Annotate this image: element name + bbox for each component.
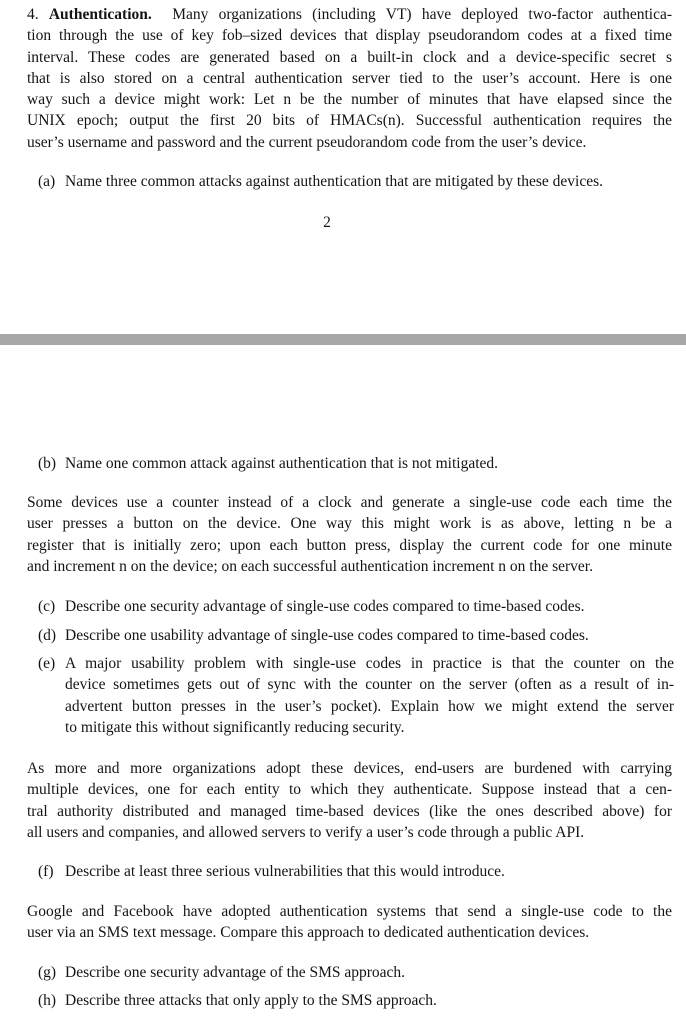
part-e-line: device sometimes gets out of sync with the counter on the server (often as a result of in-: [65, 676, 674, 694]
part-c-text: Describe one security advantage of single-use codes compared to time-based codes.: [65, 598, 585, 615]
paragraph-line: user presses a button on the device. One way this might work is as above, letting n be a: [27, 515, 672, 533]
page-fragment-bottom: [0, 345, 686, 1024]
part-e-line: A major usability problem with single-use codes in practice is that the counter on the: [65, 655, 674, 672]
paragraph-line: Some devices use a counter instead of a clock and generate a single-use code each time the: [27, 494, 672, 511]
question-4-intro: [27, 4, 672, 153]
part-g: [38, 962, 674, 983]
paragraph-central-authority: [27, 758, 672, 843]
intro-line: [27, 4, 672, 25]
part-h-text: Describe three attacks that only apply to the SMS approach.: [65, 992, 437, 1009]
paragraph-line: user via an SMS text message. Compare this approach to dedicated authentication devices.: [27, 924, 590, 942]
intro-line: user’s username and password and the current pseudorandom code from the user’s device.: [27, 133, 587, 151]
question-title: Authentication.: [48, 6, 152, 23]
part-e-line: to mitigate this without significantly reducing security.: [65, 718, 405, 736]
part-label: (c): [38, 598, 56, 615]
paragraph-line: Google and Facebook have adopted authentication systems that send a single-use code to the: [27, 903, 672, 920]
intro-line: interval. These codes are generated based on a built-in clock and a device-specific secret s: [27, 48, 672, 66]
part-label: (b): [38, 455, 57, 472]
part-d: [38, 625, 674, 646]
part-label: (g): [38, 964, 57, 981]
part-a: [38, 171, 674, 192]
intro-line: UNIX epoch; output the first 20 bits of HMACs(n). Successful authentication requires the: [27, 112, 672, 130]
part-f-text: Describe at least three serious vulnerabilities that this would introduce.: [65, 863, 505, 880]
paragraph-line: multiple devices, one for each entity to which they authenticate. Suppose instead that a cen-: [27, 781, 672, 799]
part-f: [38, 861, 674, 882]
intro-line-text: Many organizations (including VT) have deployed two-factor authentica-: [172, 6, 672, 23]
paragraph-line: tral authority distributed and managed time-based devices (like the ones described above) for: [27, 802, 672, 820]
part-label: (e): [38, 655, 56, 672]
part-g-text: Describe one security advantage of the SMS approach.: [65, 964, 406, 981]
part-a-text: Name three common attacks against authentication that are mitigated by these devices.: [65, 173, 603, 190]
page-number: 2: [323, 214, 331, 231]
paragraph-line: and increment n on the device; on each successful authentication increment n on the server.: [27, 557, 593, 575]
paragraph-line: all users and companies, and allowed servers to verify a user’s code through a public API.: [27, 823, 585, 841]
intro-line: that is also stored on a central authentication server tied to the user’s account. Here is one: [27, 69, 672, 87]
part-e-line: advertent button presses in the user’s pocket). Explain how we might extend the server: [65, 697, 674, 715]
paragraph-sms: [27, 901, 672, 944]
paragraph-line: As more and more organizations adopt these devices, end-users are burdened with carrying: [27, 760, 672, 777]
part-e: [38, 653, 674, 738]
part-h: [38, 990, 674, 1011]
part-label: (a): [38, 173, 56, 190]
paragraph-line: register that is initially zero; upon each button press, display the current code for one minute: [27, 536, 672, 554]
part-label: (h): [38, 992, 57, 1009]
question-number: 4.: [27, 6, 39, 23]
paragraph-counter-devices: [27, 492, 672, 577]
intro-line: way such a device might work: Let n be the number of minutes that have elapsed since the: [27, 91, 672, 109]
part-b-text: Name one common attack against authentication that is not mitigated.: [65, 455, 499, 472]
part-label: (d): [38, 627, 57, 644]
part-label: (f): [38, 863, 54, 880]
part-b: [38, 453, 674, 474]
page-break-divider: [0, 334, 686, 345]
intro-line: tion through the use of key fob–sized devices that display pseudorandom codes at a fixed time: [27, 27, 672, 45]
page-fragment-top: [0, 0, 686, 334]
part-c: [38, 596, 674, 617]
part-d-text: Describe one usability advantage of single-use codes compared to time-based codes.: [65, 627, 589, 644]
